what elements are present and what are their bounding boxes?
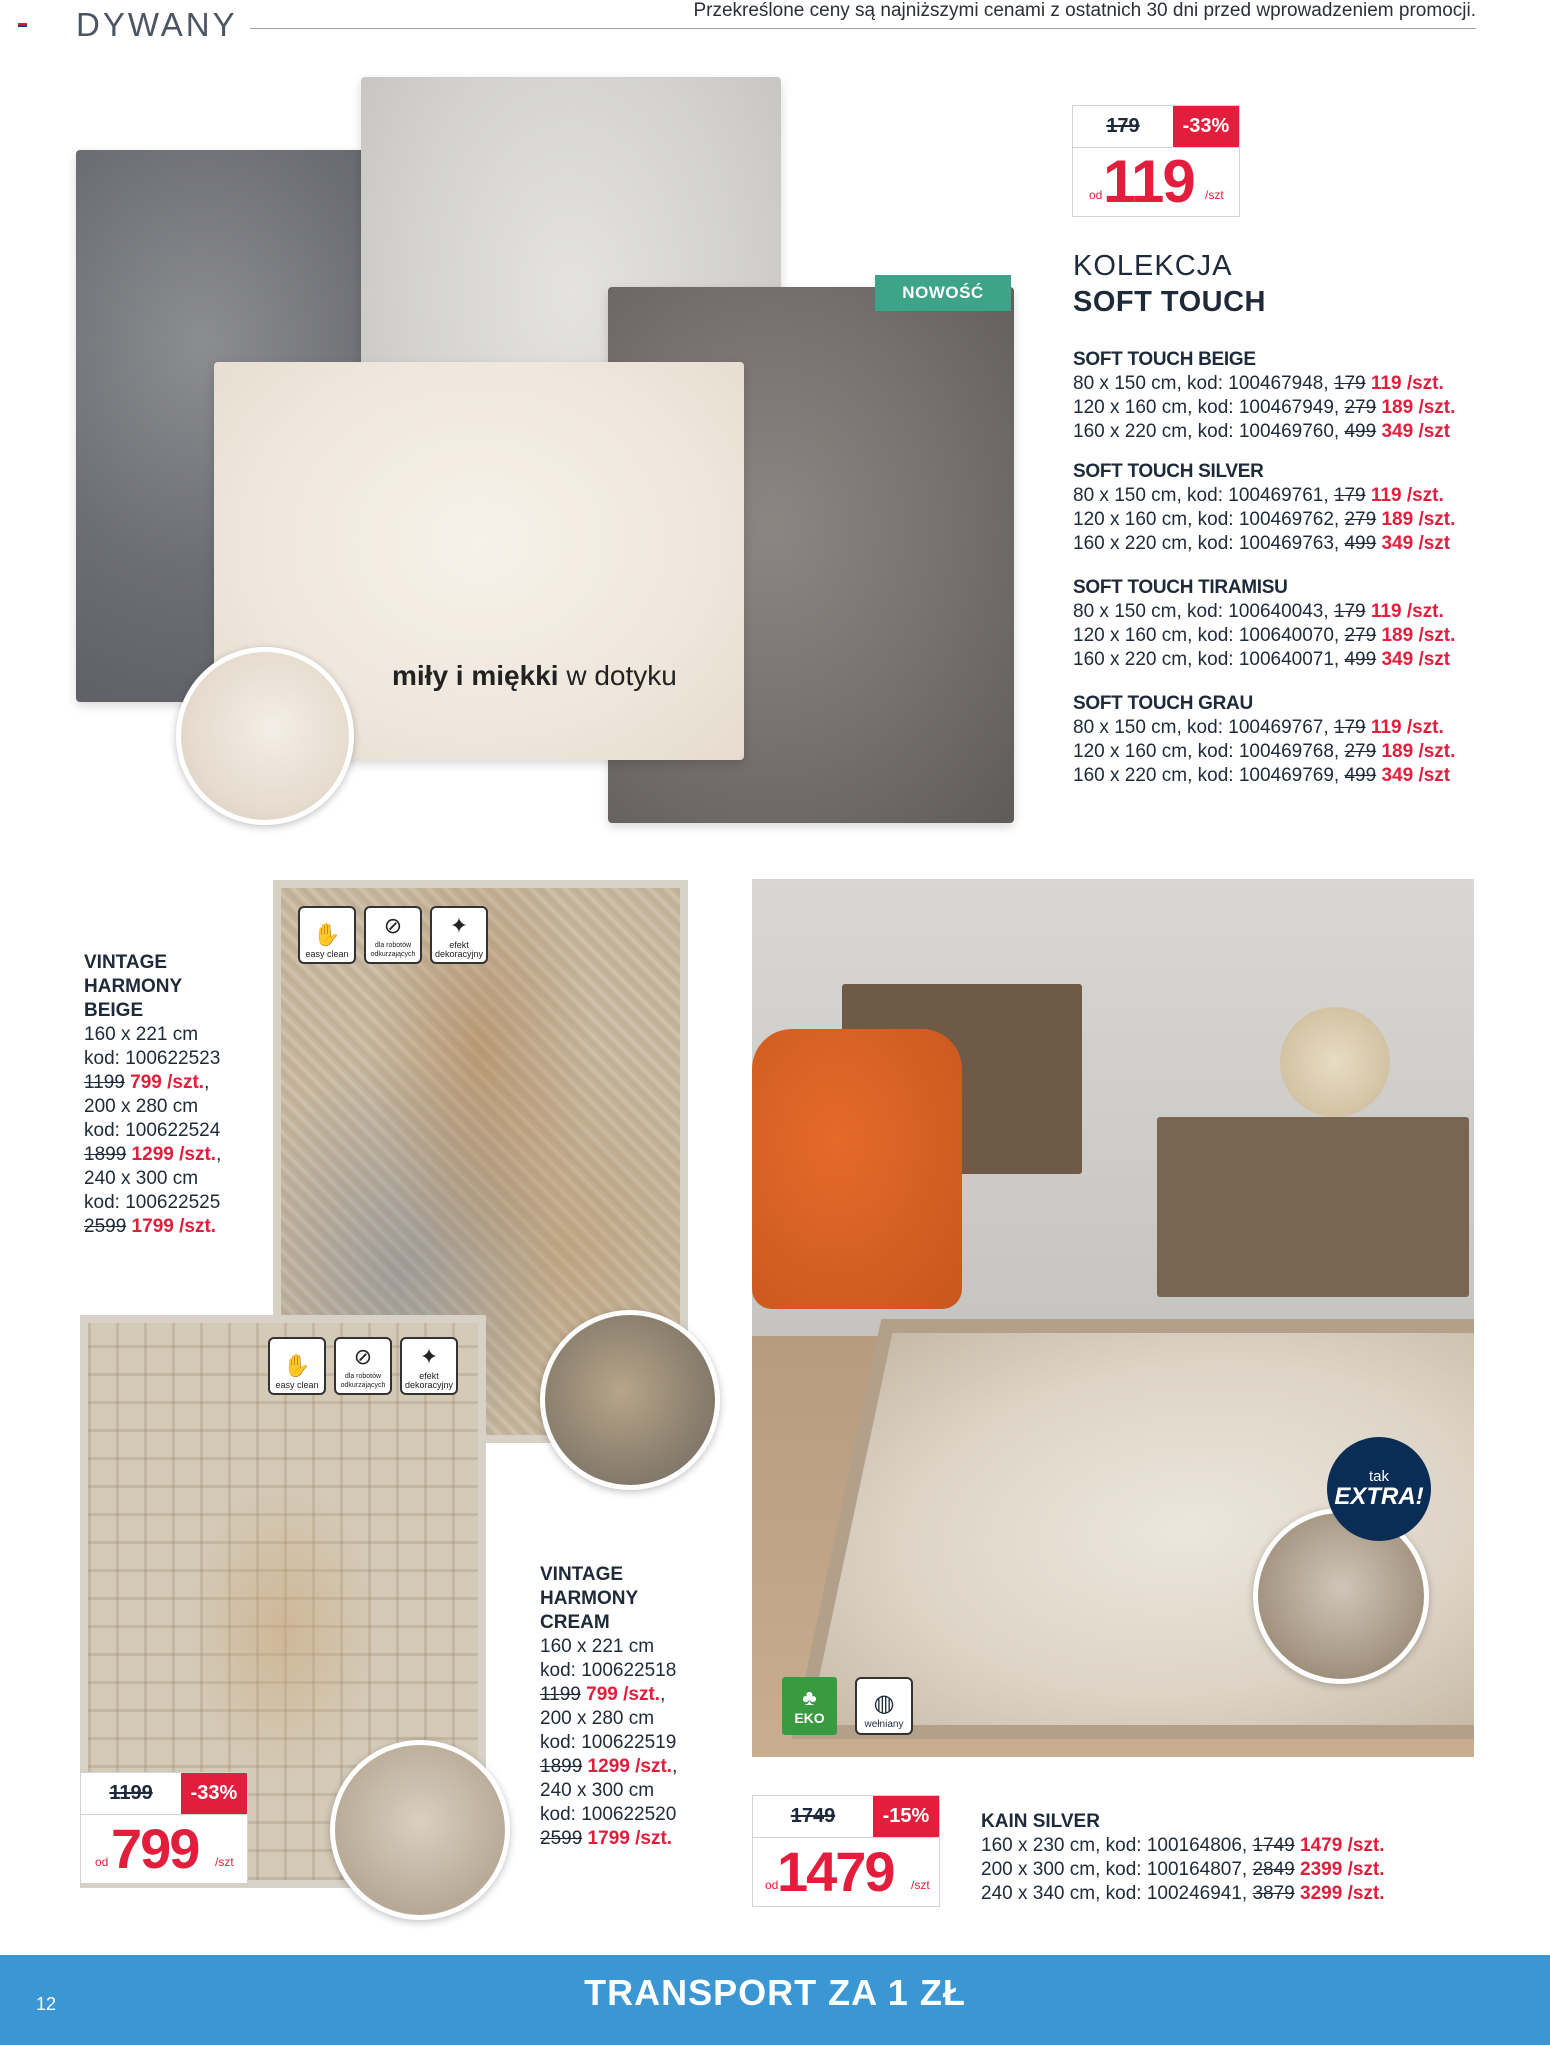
- variant-silver: [1073, 460, 1493, 556]
- discount-badge: -33%: [1173, 106, 1239, 147]
- price-prefix: od: [1089, 188, 1103, 202]
- vintage-cream-details: VINTAGE HARMONY CREAM 160 x 221 cm kod: 100622518 1199 799 /szt., 200 x 280 cm kod: 100622519 1899 1299 /szt., 240 x 300 cm kod: 100622520 2599 1799 /szt.: [540, 1564, 678, 1849]
- variant-line: 80 x 150 cm, kod: 100467948, 179 119 /szt.: [1073, 373, 1444, 394]
- variant-name: SOFT TOUCH SILVER: [1073, 461, 1264, 482]
- discount-badge: -33%: [181, 1773, 247, 1814]
- old-price: 179: [1106, 115, 1140, 137]
- variant-line: 120 x 160 cm, kod: 100469762, 279 189 /szt.: [1073, 509, 1456, 530]
- feature-icons-cream: [268, 1337, 458, 1395]
- tak-extra-badge: tak EXTRA!: [1327, 1437, 1431, 1541]
- price-unit: /szt: [1205, 188, 1224, 202]
- variant-line: 160 x 220 cm, kod: 100469769, 499 349 /szt: [1073, 765, 1451, 786]
- flag-icon: [18, 21, 27, 27]
- transport-banner-text: TRANSPORT ZA 1 ZŁ: [584, 1972, 966, 2013]
- variant-grau: [1073, 692, 1493, 788]
- old-price: 1749: [790, 1805, 836, 1827]
- price-prefix: od: [95, 1855, 109, 1869]
- robot-vacuum-icon: ⊘ dla robotów odkurzających: [364, 906, 422, 964]
- price-unit: /szt: [215, 1855, 234, 1869]
- variant-beige: [1073, 348, 1493, 444]
- price-box-soft-touch: [1072, 105, 1240, 217]
- new-badge: NOWOŚĆ: [875, 275, 1011, 311]
- variant-line: 160 x 220 cm, kod: 100640071, 499 349 /szt: [1073, 649, 1451, 670]
- promo-price: 1479: [777, 1840, 894, 1903]
- variant-line: 120 x 160 cm, kod: 100469768, 279 189 /szt.: [1073, 741, 1456, 762]
- easy-clean-icon: ✋ easy clean: [268, 1337, 326, 1395]
- texture-closeup-vintage-cream: [330, 1740, 510, 1920]
- price-disclaimer: Przekreślone ceny są najniższymi cenami z ostatnich 30 dni przed wprowadzeniem promocji.: [693, 0, 1476, 21]
- collection-label: KOLEKCJA: [1073, 250, 1233, 282]
- feature-icons-beige: [298, 906, 488, 964]
- promo-price: 799: [111, 1817, 199, 1880]
- variant-name: SOFT TOUCH GRAU: [1073, 693, 1253, 714]
- variant-line: 160 x 220 cm, kod: 100469760, 499 349 /szt: [1073, 421, 1451, 442]
- wool-icon: ◍ wełniany: [855, 1677, 913, 1735]
- section-title: DYWANY: [76, 6, 238, 43]
- eko-icon: ♣ EKO: [782, 1677, 837, 1735]
- soft-touch-tagline: miły i miękki w dotyku: [392, 660, 677, 691]
- price-unit: /szt: [911, 1878, 930, 1892]
- variant-name: SOFT TOUCH BEIGE: [1073, 349, 1256, 370]
- old-price: 1199: [109, 1782, 153, 1804]
- variant-line: 80 x 150 cm, kod: 100469761, 179 119 /szt.: [1073, 485, 1444, 506]
- decor-effect-icon: ✦ efekt dekoracyjny: [400, 1337, 458, 1395]
- page-number: 12: [36, 1994, 57, 2014]
- easy-clean-icon: ✋ easy clean: [298, 906, 356, 964]
- collection-name: SOFT TOUCH: [1073, 286, 1266, 318]
- header-divider: [250, 28, 1476, 29]
- variant-line: 120 x 160 cm, kod: 100640070, 279 189 /szt.: [1073, 625, 1456, 646]
- vintage-beige-details: VINTAGE HARMONY BEIGE 160 x 221 cm kod: 100622523 1199 799 /szt., 200 x 280 cm kod: 100622524 1899 1299 /szt., 240 x 300 cm kod: 100622525 2599 1799 /szt.: [84, 952, 222, 1237]
- decor-effect-icon: ✦ efekt dekoracyjny: [430, 906, 488, 964]
- texture-closeup-soft-touch: [176, 647, 354, 825]
- texture-closeup-vintage-beige: [540, 1310, 720, 1490]
- price-box-vintage-cream: [80, 1772, 248, 1884]
- variant-line: 80 x 150 cm, kod: 100469767, 179 119 /szt.: [1073, 717, 1444, 738]
- price-prefix: od: [765, 1878, 779, 1892]
- variant-line: 120 x 160 cm, kod: 100467949, 279 189 /szt.: [1073, 397, 1456, 418]
- variant-tiramisu: [1073, 576, 1493, 672]
- variant-line: 160 x 220 cm, kod: 100469763, 499 349 /szt: [1073, 533, 1451, 554]
- variant-line: 80 x 150 cm, kod: 100640043, 179 119 /szt.: [1073, 601, 1444, 622]
- robot-vacuum-icon: ⊘ dla robotów odkurzających: [334, 1337, 392, 1395]
- kain-silver-details: KAIN SILVER 160 x 230 cm, kod: 100164806, 1749 1479 /szt. 200 x 300 cm, kod: 100164807, 2849 2399 /szt. 240 x 340 cm, kod: 100246941, 3879 3299 /szt.: [981, 1811, 1385, 1904]
- variant-name: SOFT TOUCH TIRAMISU: [1073, 577, 1288, 598]
- promo-price: 119: [1103, 148, 1194, 215]
- price-box-kain-silver: [752, 1795, 940, 1907]
- discount-badge: -15%: [873, 1796, 939, 1837]
